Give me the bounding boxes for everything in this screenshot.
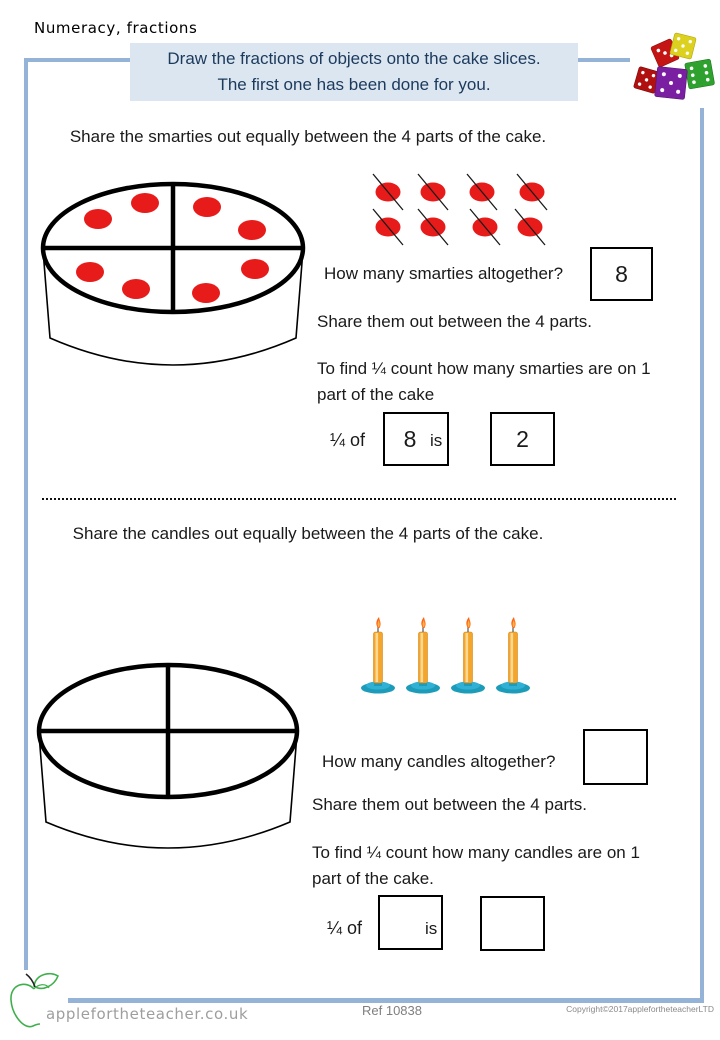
smarties-total-value: 8 (615, 260, 628, 287)
candles-total-answer-box[interactable] (583, 729, 648, 785)
strike-lines (373, 174, 547, 245)
smarties-is-label: is (430, 431, 443, 450)
smarties-share-line: Share them out between the 4 parts. (317, 312, 593, 331)
candle (406, 617, 440, 694)
smarties-total-question: How many smarties altogether? (324, 264, 564, 283)
candles-find-instructions (312, 840, 640, 892)
smarties-fraction-answer-value: 2 (516, 425, 529, 452)
apple-icon (2, 970, 68, 1034)
smarties-find-line1: To find ¼ count how many smarties are on 1 (317, 359, 651, 378)
footer-copyright: Copyright©2017applefortheteacherLTD (566, 1004, 714, 1014)
purple-die (655, 67, 688, 100)
candles-image (358, 614, 533, 698)
dice-image (630, 28, 716, 108)
candles-is-label: is (425, 919, 438, 938)
green-die (685, 59, 715, 89)
footer-ref: Ref 10838 (362, 1003, 422, 1018)
candle (451, 617, 485, 694)
crossed-smarties (365, 168, 565, 253)
candle (361, 617, 395, 694)
banner-line-1: Draw the fractions of objects onto the cake slices. (167, 49, 541, 68)
candles-fraction-label: ¼ of (327, 918, 363, 938)
section2-title: Share the candles out equally between the 4 parts of the cake. (72, 524, 544, 543)
candles-share-line: Share them out between the 4 parts. (312, 795, 588, 814)
smarties-fraction-label: ¼ of (330, 430, 366, 450)
dice-icon (630, 28, 716, 108)
candles-find-line1: To find ¼ count how many candles are on 1 (312, 843, 640, 862)
smarties-fraction-of-value: 8 (403, 425, 417, 452)
apple-logo (2, 970, 68, 1034)
smarties-total-answer-box[interactable] (590, 247, 653, 301)
candle (496, 617, 530, 694)
empty-cake (28, 652, 318, 870)
candles-total-question: How many candles altogether? (322, 752, 556, 771)
instruction-banner (130, 43, 578, 101)
smarties-find-instructions (317, 356, 651, 408)
candles-find-line2: part of the cake. (312, 869, 434, 888)
dotted-divider (42, 498, 676, 500)
footer-site-link[interactable]: applefortheteacher.co.uk (46, 1005, 249, 1023)
cake-with-smarties (28, 172, 318, 390)
smarties-find-line2: part of the cake (317, 385, 435, 404)
page-title: Numeracy, fractions (34, 19, 198, 37)
candles-fraction-answer-box[interactable] (480, 896, 545, 951)
banner-line-2: The first one has been done for you. (217, 75, 491, 94)
section1-title: Share the smarties out equally between the 4 parts of the cake. (69, 127, 547, 146)
smarties-fraction-answer-box[interactable] (490, 412, 555, 466)
